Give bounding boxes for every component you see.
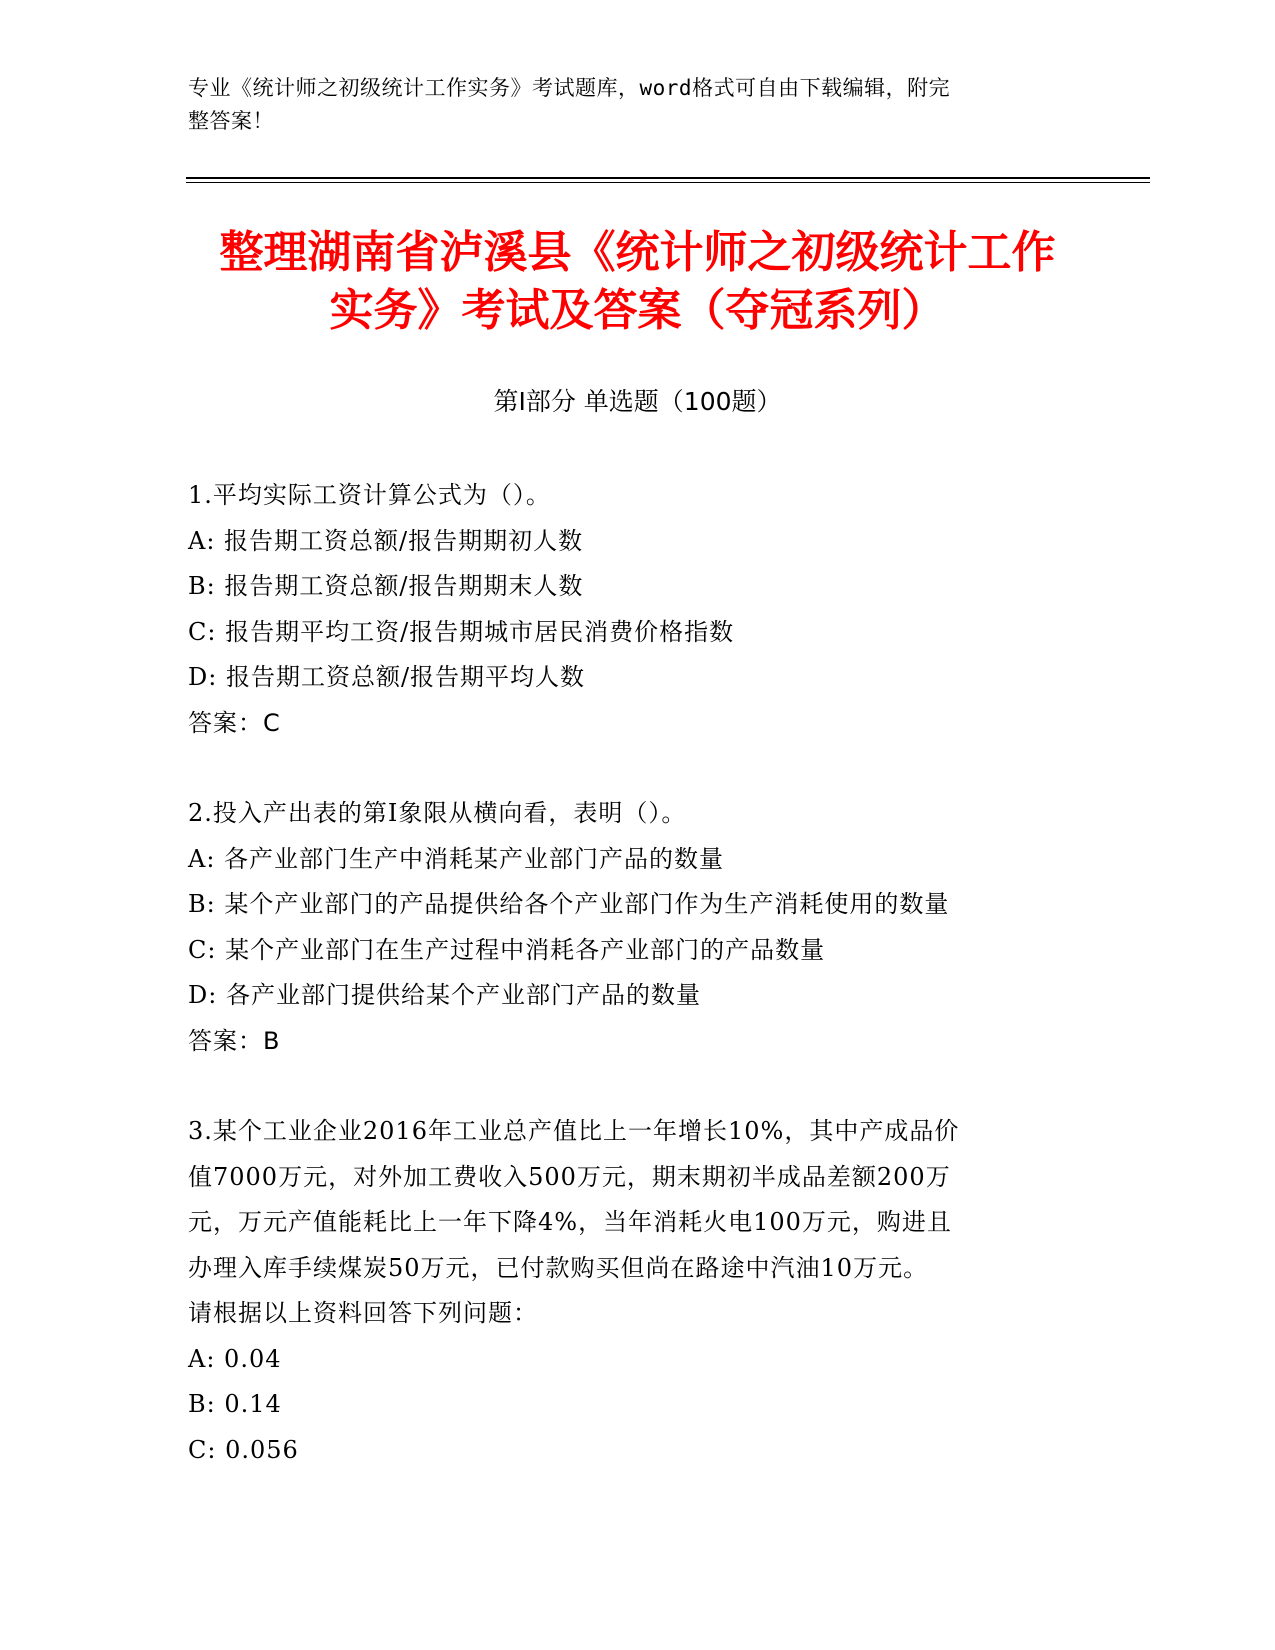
- option-b: B: 0.14: [188, 1390, 282, 1418]
- option-b: B: 报告期工资总额/报告期期末人数: [188, 572, 584, 600]
- question-stem: 2.投入产出表的第Ⅰ象限从横向看，表明（）。: [188, 799, 687, 827]
- option-c: C: 某个产业部门在生产过程中消耗各产业部门的产品数量: [188, 935, 826, 964]
- header-note-line: 专业《统计师之初级统计工作实务》考试题库，word格式可自由下载编辑，附完: [188, 76, 951, 100]
- header-note-line: 整答案！: [188, 109, 274, 133]
- option-a: A: 0.04: [188, 1344, 282, 1373]
- option-c: C: 0.056: [188, 1435, 299, 1464]
- question-3: [188, 1109, 1088, 1473]
- question-stem: 请根据以上资料回答下列问题：: [188, 1299, 538, 1327]
- answer: 答案：B: [188, 1026, 281, 1055]
- option-c: C: 报告期平均工资/报告期城市居民消费价格指数: [188, 617, 735, 646]
- question-list: [188, 473, 1088, 1518]
- option-a: A: 报告期工资总额/报告期期初人数: [188, 526, 584, 555]
- document-title-line: 整理湖南省泸溪县《统计师之初级统计工作: [219, 227, 1056, 278]
- section-heading: 第Ⅰ部分 单选题（100题）: [493, 387, 782, 416]
- question-2: [188, 791, 1088, 1064]
- question-1: [188, 473, 1088, 746]
- question-stem: 1.平均实际工资计算公式为（）。: [188, 481, 551, 509]
- document-title-line: 实务》考试及答案（夺冠系列）: [329, 285, 946, 336]
- option-a: A: 各产业部门生产中消耗某产业部门产品的数量: [188, 844, 725, 873]
- question-stem: 值7000万元，对外加工费收入500万元，期末期初半成品差额200万: [188, 1162, 951, 1191]
- document-title: [150, 224, 1125, 340]
- question-stem: 元，万元产值能耗比上一年下降4%，当年消耗火电100万元，购进且: [188, 1208, 952, 1236]
- option-d: D: 各产业部门提供给某个产业部门产品的数量: [188, 981, 701, 1009]
- header-rule-thin: [186, 182, 1150, 183]
- header-note: [188, 72, 1088, 138]
- option-b: B: 某个产业部门的产品提供给各个产业部门作为生产消耗使用的数量: [188, 890, 950, 918]
- option-d: D: 报告期工资总额/报告期平均人数: [188, 663, 586, 691]
- question-stem: 办理入库手续煤炭50万元，已付款购买但尚在路途中汽油10万元。: [188, 1253, 929, 1282]
- question-stem: 3.某个工业企业2016年工业总产值比上一年增长10%，其中产成品价: [188, 1117, 960, 1145]
- answer: 答案：C: [188, 708, 281, 737]
- header-rule-thick: [186, 177, 1150, 179]
